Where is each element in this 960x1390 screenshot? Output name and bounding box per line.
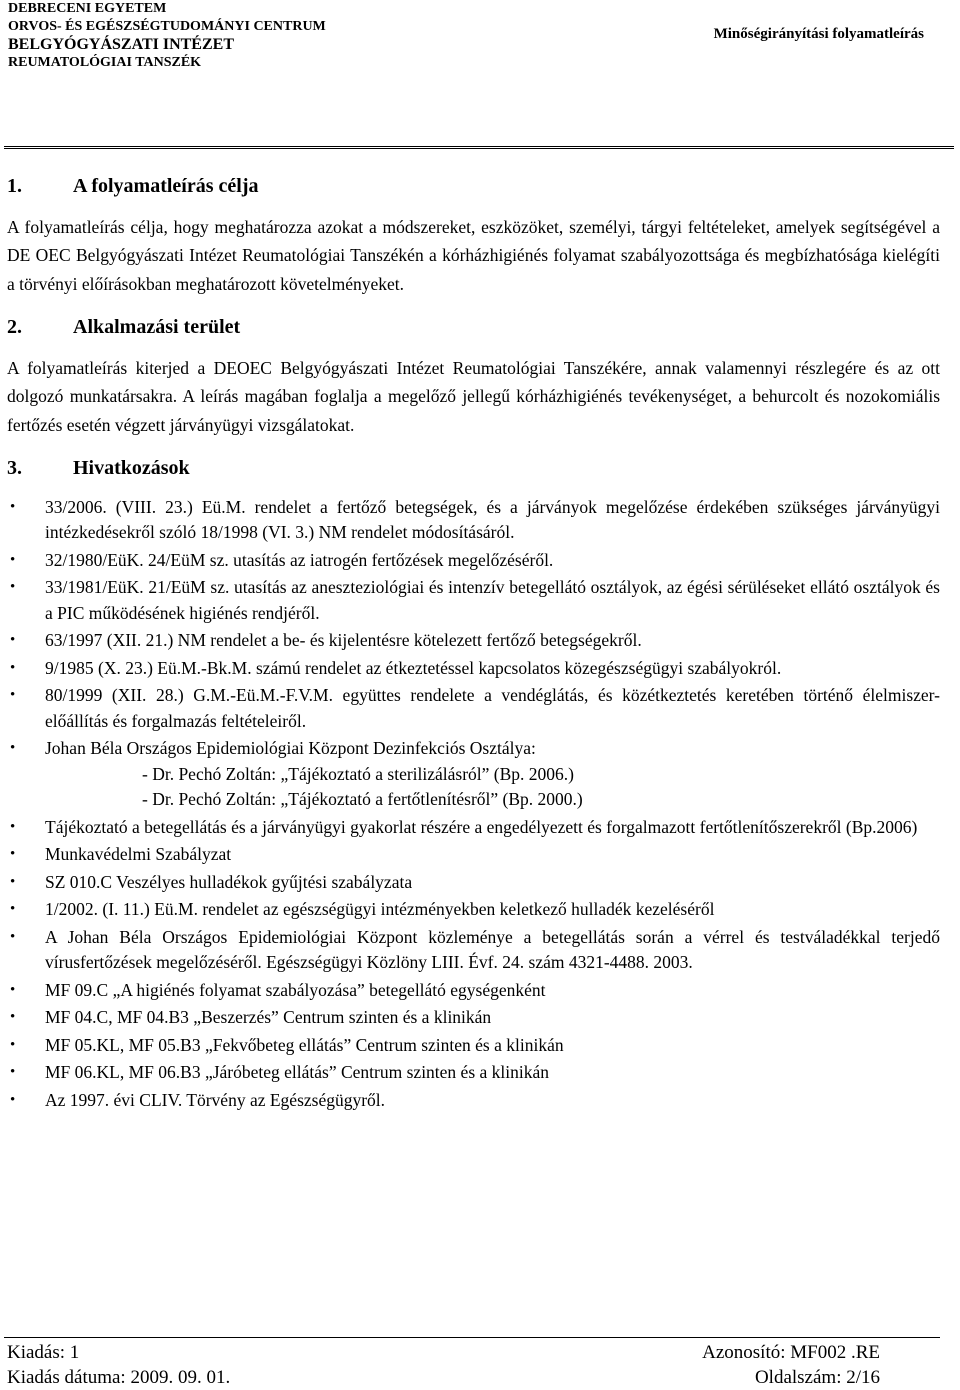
list-item: • Johan Béla Országos Epidemiológiai Központ Dezinfekciós Osztálya: - Dr. Pechó Zoltán: „Tájékoztató a sterilizálásról” (Bp. 2006.) - Dr. Pechó Zoltán: „Tájékoztató a fertőtlenítésről” (Bp. 2000.) <box>7 736 940 813</box>
bullet-icon: • <box>10 1009 16 1025</box>
list-item: • 32/1980/EüK. 24/EüM sz. utasítás az iatrogén fertőzések megelőzéséről. <box>7 548 940 574</box>
list-item: • MF 09.C „A higiénés folyamat szabályozása” betegellátó egységenként <box>7 978 940 1004</box>
bullet-icon: • <box>10 579 16 595</box>
section-number: 1. <box>7 175 22 197</box>
footer-row <box>7 1342 880 1364</box>
list-item: • Munkavédelmi Szabályzat <box>7 842 940 868</box>
header-institution-block <box>8 0 326 72</box>
bullet-icon: • <box>10 901 16 917</box>
document-type: Minőségirányítási folyamatleírás <box>713 26 924 42</box>
list-item: • 63/1997 (XII. 21.) NM rendelet a be- és kijelentésre kötelezett fertőző betegségekről. <box>7 628 940 654</box>
document-body <box>7 172 940 1115</box>
department-name: REUMATOLÓGIAI TANSZÉK <box>8 55 202 70</box>
footer-divider <box>4 1337 940 1338</box>
list-item: • A Johan Béla Országos Epidemiológiai Központ közleménye a betegellátás során a vérrel és testváladékkal terjedő vírusfertőzések megelőzéséről. Egészségügyi Közlöny LIII. Évf. 24. szám 4321-4488. 2003. <box>10 926 940 972</box>
page-number-label: Oldalszám: 2/16 <box>754 1367 880 1388</box>
list-item: • 80/1999 (XII. 28.) G.M.-Eü.M.-F.V.M. együttes rendelete a vendéglátás, és közétkeztetés keretében történő élelmiszer-előállítás és forgalmazás feltételeiről. <box>10 685 940 731</box>
references-list <box>7 495 940 1114</box>
section-number: 3. <box>7 457 22 479</box>
bullet-icon: • <box>10 873 16 890</box>
section-heading <box>7 454 940 483</box>
bullet-icon: • <box>10 846 16 862</box>
footer-row <box>7 1367 880 1389</box>
edition-date-label: Kiadás dátuma: 2009. 09. 01. <box>7 1367 231 1388</box>
bullet-icon: • <box>10 687 16 703</box>
sub-reference: - Dr. Pechó Zoltán: „Tájékoztató a sterilizálásról” (Bp. 2006.) <box>142 763 575 784</box>
bullet-icon: • <box>10 632 16 648</box>
center-name: ORVOS- ÉS EGÉSZSÉGTUDOMÁNYI CENTRUM <box>8 19 326 34</box>
list-item: • Tájékoztató a betegellátás és a járványügyi gyakorlat részére a engedélyezett és forgalmazott fertőtlenítőszerekről (Bp.2006) <box>7 815 940 841</box>
list-item: • 33/2006. (VIII. 23.) Eü.M. rendelet a fertőző betegségek, és a járványok megelőzése érdekében szükséges járványügyi intézkedésekről szóló 18/1998 (VI. 3.) NM rendelet módosításáról. <box>10 496 940 542</box>
bullet-icon: • <box>10 498 16 515</box>
sub-reference: - Dr. Pechó Zoltán: „Tájékoztató a fertőtlenítésről” (Bp. 2000.) <box>142 789 583 809</box>
section-title: A folyamatleírás célja <box>73 175 259 197</box>
bullet-icon: • <box>10 551 16 568</box>
list-item: • MF 06.KL, MF 06.B3 „Járóbeteg ellátás” Centrum szinten és a klinikán <box>7 1060 940 1086</box>
university-name: DEBRECENI EGYETEM <box>8 1 167 16</box>
section-heading <box>7 313 940 342</box>
identifier-label: Azonosító: MF002 .RE <box>702 1342 880 1363</box>
section-paragraph: A folyamatleírás célja, hogy meghatározza azokat a módszereket, eszközöket, személyi, tárgyi feltételeket, amelyek segítségével a DE OEC Belgyógyászati Intézet Reumatológiai Tanszékén a kórházhigiénés folyamat szabályozottsága és megbízhatósága kielégíti a törvényi előírásokban meghatározott követelményeket. <box>7 216 940 294</box>
section-paragraph: A folyamatleírás kiterjed a DEOEC Belgyógyászati Intézet Reumatológiai Tanszékére, annak valamennyi részlegére és az ott dolgozó munkatársakra. A leírás magában foglalja a megelőző jellegű kórházhigiénés tevékenységet, a behurcolt és nozokomiális fertőzés esetén végzett járványügyi vizsgálatokat. <box>7 357 940 435</box>
bullet-icon: • <box>10 1064 16 1080</box>
section-heading <box>7 172 940 201</box>
section-title: Hivatkozások <box>73 457 190 479</box>
list-item: • MF 04.C, MF 04.B3 „Beszerzés” Centrum szinten és a klinikán <box>7 1005 940 1031</box>
list-item: • 33/1981/EüK. 21/EüM sz. utasítás az aneszteziológiai és intenzív betegellátó osztályok, az égési sérüléseket ellátó osztályok és a PIC működésének higiénés rendjéről. <box>10 577 940 623</box>
bullet-icon: • <box>10 981 16 998</box>
edition-label: Kiadás: 1 <box>7 1342 80 1363</box>
bullet-icon: • <box>10 659 16 676</box>
bullet-icon: • <box>10 818 16 835</box>
list-item: • SZ 010.C Veszélyes hulladékok gyűjtési szabályzata <box>7 870 940 896</box>
bullet-icon: • <box>10 740 16 756</box>
list-item: • MF 05.KL, MF 05.B3 „Fekvőbeteg ellátás” Centrum szinten és a klinikán <box>7 1033 940 1059</box>
list-item: • Az 1997. évi CLIV. Törvény az Egészségügyről. <box>7 1088 940 1114</box>
header-divider <box>4 146 954 152</box>
bullet-icon: • <box>10 928 16 945</box>
bullet-icon: • <box>10 1036 16 1053</box>
section-number: 2. <box>7 316 22 338</box>
section-title: Alkalmazási terület <box>73 316 241 338</box>
list-item: • 9/1985 (X. 23.) Eü.M.-Bk.M. számú rendelet az étkeztetéssel kapcsolatos közegészségügyi szabályokról. <box>7 656 940 682</box>
bullet-icon: • <box>10 1091 16 1108</box>
institute-name: BELGYÓGYÁSZATI INTÉZET <box>8 36 234 53</box>
list-item: • 1/2002. (I. 11.) Eü.M. rendelet az egészségügyi intézményekben keletkező hulladék kezeléséről <box>7 897 940 923</box>
